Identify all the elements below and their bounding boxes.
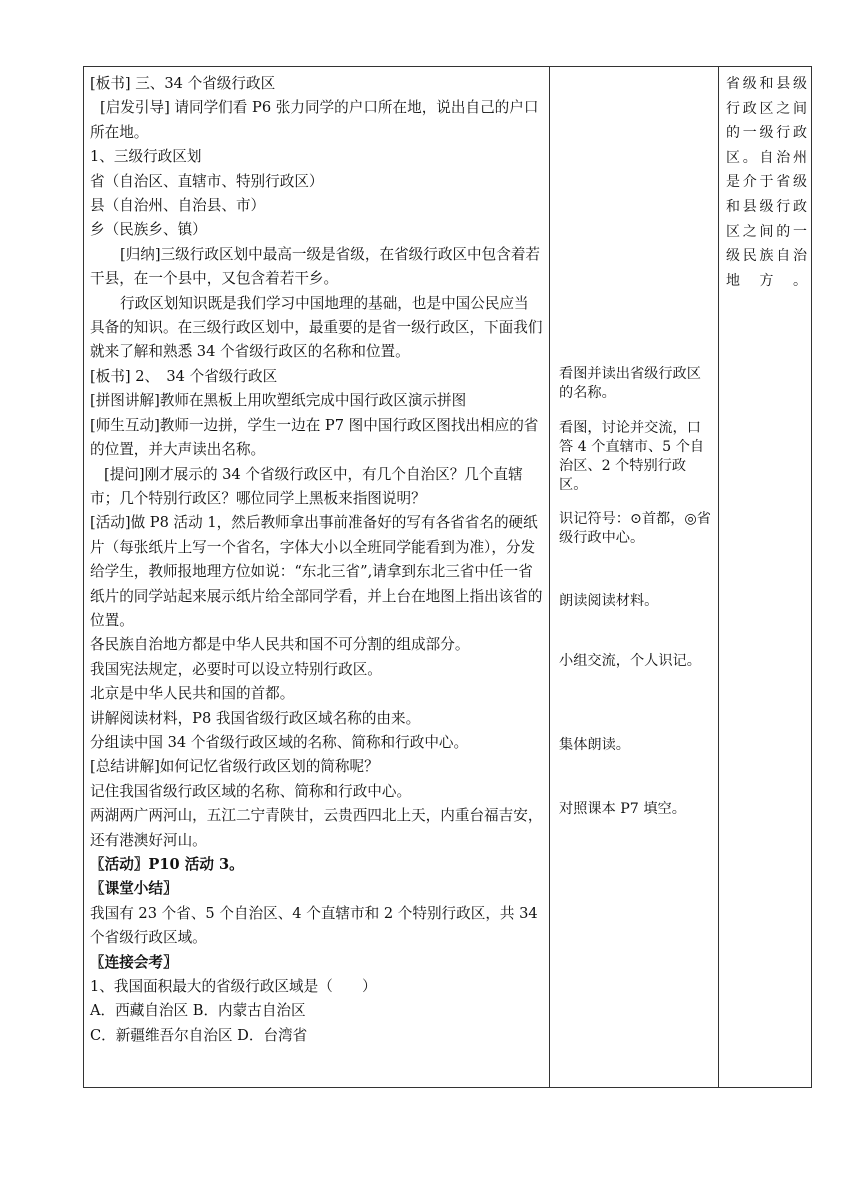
student-activity-item: 看图并读出省级行政区的名称。 [559,366,701,401]
teaching-content-cell [84,67,550,1088]
content-line: [活动]做 P8 活动 1，然后教师拿出事前准备好的写有各省省名的硬纸片（每张纸片上写一个省名，字体大小以全班同学能看到为准），分发给学生，教师报地理方位如说：“东北三省”,请拿到东北三省中任一省纸片的同学站起来展示纸片给全部同学看，并上台在地图上指出该省的位置。 [90,514,543,629]
teaching-content-lines [90,72,543,1048]
content-line: [板书] 2、 34 个省级行政区 [90,367,278,385]
content-line: [拼图讲解]教师在黑板上用吹塑纸完成中国行政区演示拼图 [90,392,467,410]
student-activity-cell [550,67,719,1088]
content-line: [板书] 三、34 个省级行政区 [90,75,276,92]
content-line: 乡（民族乡、镇） [90,221,207,239]
content-line: 分组读中国 34 个省级行政区域的名称、简称和行政中心。 [90,733,469,751]
content-line: C．新疆维吾尔自治区 D．台湾省 [90,1026,308,1044]
content-line: 1、三级行政区划 [90,148,202,166]
student-activity-lines [559,67,714,1087]
design-note-text: 省级和县级行政区之间的一级行政区。自治州是介于省级和县级行政区之间的一级民族自治地方。 [726,76,807,289]
content-line: 〖课堂小结〗 [90,880,178,898]
content-line: A．西藏自治区 B．内蒙古自治区 [90,1002,306,1020]
lesson-plan-table [83,66,812,1088]
content-line: [启发引导] 请同学们看 P6 张力同学的户口所在地，说出自己的户口所在地。 [90,99,539,141]
content-line: 省（自治区、直辖市、特别行政区） [90,172,324,190]
student-activity-item: 集体朗读。 [559,737,630,753]
content-line: [提问]刚才展示的 34 个省级行政区中，有几个自治区？几个直辖市；几个特别行政区？哪位同学上黑板来指图说明？ [90,465,523,507]
content-line: 两湖两广两河山，五江二宁青陕甘，云贵西四北上天，内重台福吉安，还有港澳好河山。 [90,807,543,849]
content-line: 县（自治州、自治县、市） [90,197,266,215]
content-line: [归纳]三级行政区划中最高一级是省级，在省级行政区中包含着若干县，在一个县中，又包含着若干乡。 [90,245,541,288]
student-activity-item: 看图，讨论并交流，口答 4 个直辖市、5 个自治区、2 个特别行政区。 [559,420,705,493]
content-line: 记住我国省级行政区域的名称、简称和行政中心。 [90,782,412,800]
content-line: [师生互动]教师一边拼，学生一边在 P7 图中国行政区图找出相应的省的位置，并大声读出名称。 [90,416,539,459]
content-line: 讲解阅读材料，P8 我国省级行政区域名称的由来。 [90,709,421,727]
content-line: 行政区划知识既是我们学习中国地理的基础，也是中国公民应当具备的知识。在三级行政区划中，最重要的是省一级行政区，下面我们就来了解和熟悉 34 个省级行政区的名称和位置。 [90,294,543,361]
content-line: 我国有 23 个省、5 个自治区、4 个直辖市和 2 个特别行政区，共 34 个省级行政区域。 [90,904,538,947]
content-line: 各民族自治地方都是中华人民共和国不可分割的组成部分。 [90,636,470,654]
content-line: 〖连接会考〗 [90,953,178,971]
content-line: [总结讲解]如何记忆省级行政区划的简称呢？ [90,758,379,776]
content-line: 〖活动〗P10 活动 3。 [90,856,244,873]
student-activity-item: 识记符号：⊙首都，◎省级行政中心。 [559,511,711,546]
student-activity-item: 朗读阅读材料。 [559,593,659,609]
student-activity-item: 对照课本 P7 填空。 [559,801,686,817]
content-line: 我国宪法规定，必要时可以设立特别行政区。 [90,660,382,678]
student-activity-item: 小组交流，个人识记。 [559,653,701,669]
content-line: 北京是中华人民共和国的首都。 [90,685,295,703]
design-note-cell [719,67,812,1088]
content-line: 1、我国面积最大的省级行政区域是（ ） [90,978,377,996]
